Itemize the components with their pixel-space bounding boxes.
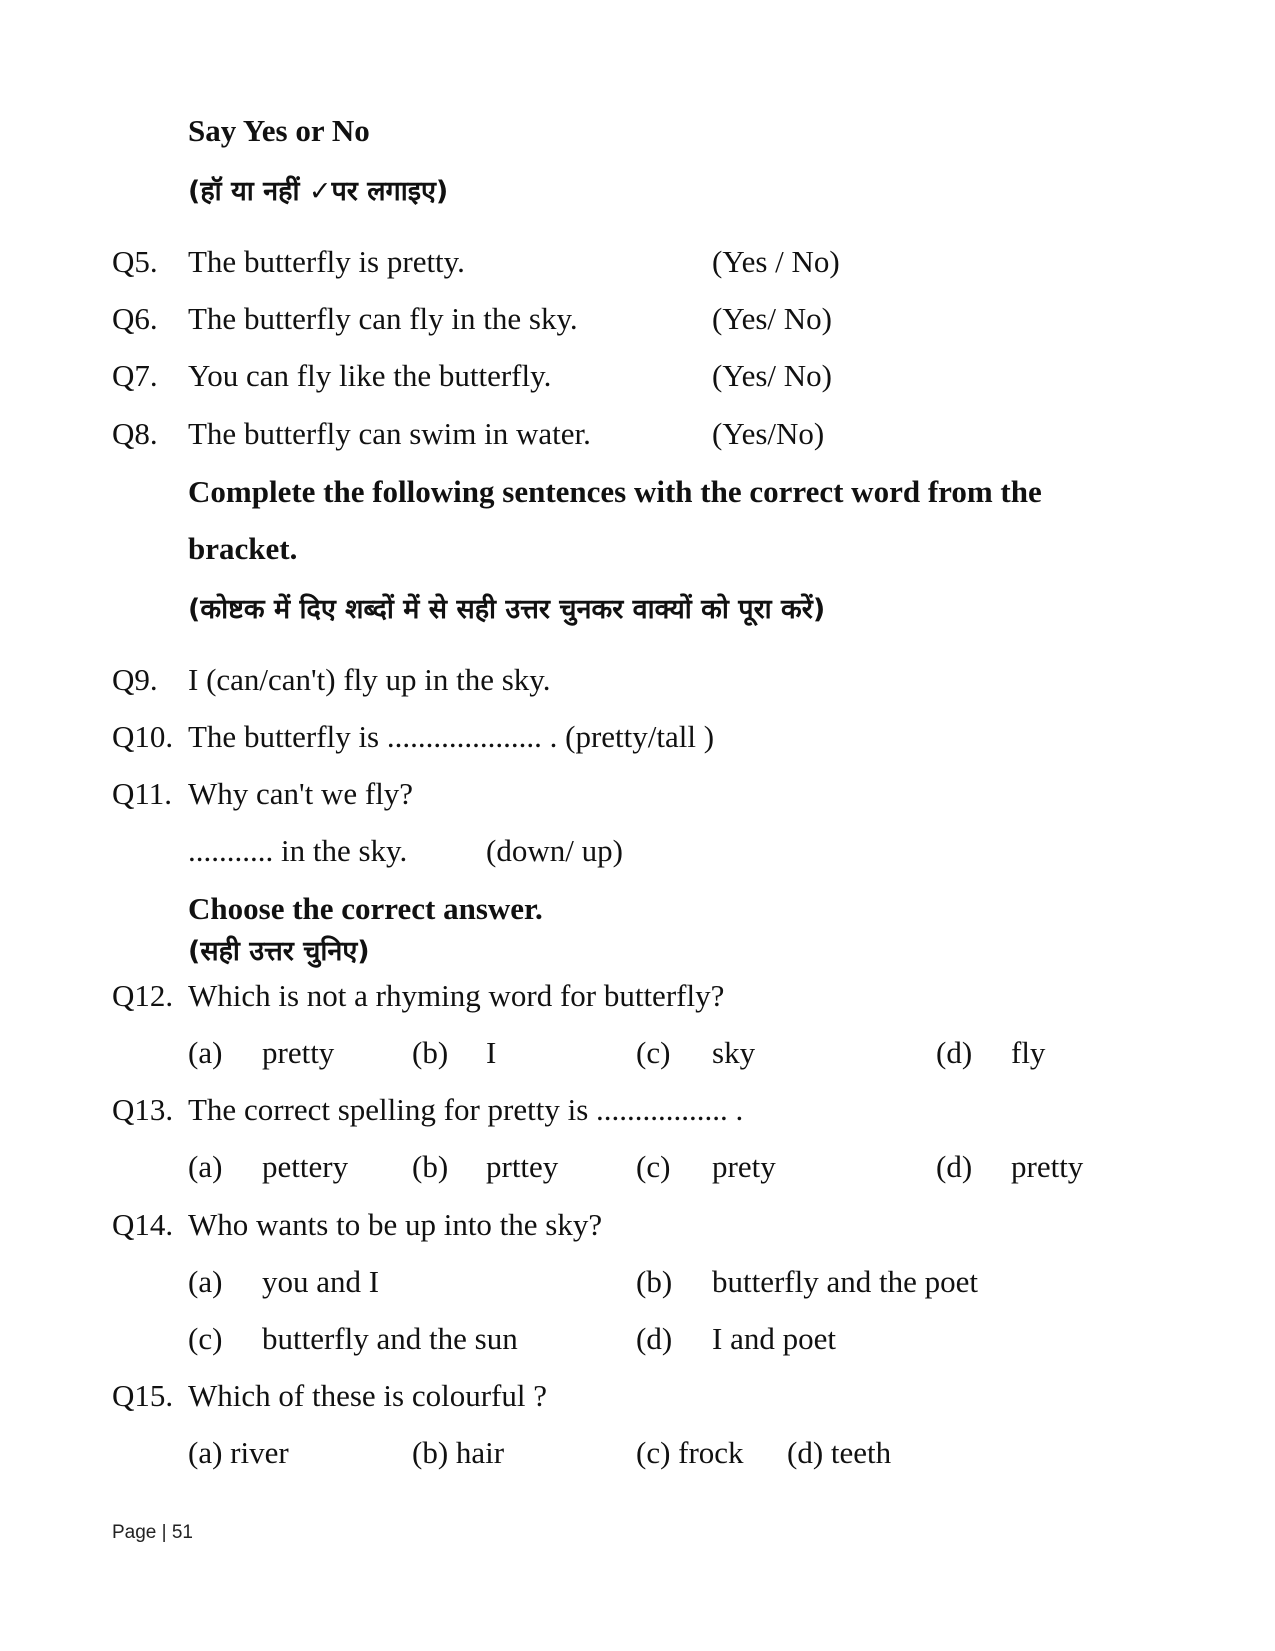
page-number: Page | 51 <box>112 1522 194 1543</box>
option-letter: (a) <box>188 1264 223 1299</box>
question-text: The butterfly is .................... . (pretty/tall ) <box>188 719 715 754</box>
option-letter: (c) <box>636 1035 671 1070</box>
option-text: butterfly and the sun <box>262 1321 518 1356</box>
option-text: (c) frock <box>636 1435 744 1470</box>
option-letter: (b) <box>412 1149 449 1184</box>
yes-no-hindi-instruction: (हॉ या नहीं ✓पर लगाइए) <box>188 176 449 207</box>
option-letter: (c) <box>188 1321 223 1356</box>
question-number: Q9. <box>112 662 158 697</box>
question-number: Q13. <box>112 1092 174 1127</box>
yes-no-heading: Say Yes or No <box>188 113 370 148</box>
option-letter: (b) <box>636 1264 673 1299</box>
option-text: prety <box>712 1149 776 1184</box>
choose-heading: Choose the correct answer. <box>188 891 543 926</box>
answer-options: (down/ up) <box>486 833 623 868</box>
question-text: The butterfly can swim in water. <box>188 416 591 451</box>
choose-hindi-instruction: (सही उत्तर चुनिए) <box>188 936 370 967</box>
option-text: (a) river <box>188 1435 289 1470</box>
question-text: The butterfly is pretty. <box>188 244 465 279</box>
option-text: pretty <box>262 1035 335 1070</box>
question-number: Q6. <box>112 301 158 336</box>
question-number: Q14. <box>112 1207 174 1242</box>
option-text: pettery <box>262 1149 349 1184</box>
option-text: you and I <box>262 1264 380 1299</box>
question-text: Which is not a rhyming word for butterfly? <box>188 978 725 1013</box>
option-text: prttey <box>486 1149 559 1184</box>
question-text: The butterfly can fly in the sky. <box>188 301 578 336</box>
option-letter: (b) <box>412 1035 449 1070</box>
option-text: (b) hair <box>412 1435 505 1470</box>
complete-hindi-instruction: (कोष्टक में दिए शब्दों में से सही उत्तर चुनकर वाक्यों को पूरा करें) <box>188 594 826 625</box>
question-number: Q12. <box>112 978 174 1013</box>
option-letter: (a) <box>188 1035 223 1070</box>
option-letter: (d) <box>936 1149 973 1184</box>
option-letter: (c) <box>636 1149 671 1184</box>
option-text: pretty <box>1011 1149 1084 1184</box>
complete-heading-line2: bracket. <box>188 531 298 566</box>
option-text: sky <box>712 1035 756 1070</box>
option-text: fly <box>1011 1035 1046 1070</box>
option-text: I <box>486 1035 497 1070</box>
option-text: I and poet <box>712 1321 836 1356</box>
yes-no-choice: (Yes / No) <box>712 244 840 279</box>
question-number: Q8. <box>112 416 158 451</box>
question-number: Q5. <box>112 244 158 279</box>
option-letter: (d) <box>636 1321 673 1356</box>
question-text: I (can/can't) fly up in the sky. <box>188 662 551 697</box>
yes-no-choice: (Yes/No) <box>712 416 825 451</box>
question-number: Q15. <box>112 1378 174 1413</box>
question-number: Q7. <box>112 358 158 393</box>
answer-blank: ........... in the sky. <box>188 833 408 868</box>
yes-no-choice: (Yes/ No) <box>712 301 833 336</box>
option-letter: (d) <box>936 1035 973 1070</box>
yes-no-choice: (Yes/ No) <box>712 358 833 393</box>
option-text: (d) teeth <box>787 1435 892 1470</box>
question-text: Which of these is colourful ? <box>188 1378 547 1413</box>
question-text: You can fly like the butterfly. <box>188 358 552 393</box>
option-letter: (a) <box>188 1149 223 1184</box>
complete-heading-line1: Complete the following sentences with the correct word from the <box>188 474 1042 509</box>
question-number: Q10. <box>112 719 174 754</box>
question-number: Q11. <box>112 776 172 811</box>
question-text: Why can't we fly? <box>188 776 414 811</box>
question-text: The correct spelling for pretty is ................. . <box>188 1092 744 1127</box>
question-text: Who wants to be up into the sky? <box>188 1207 603 1242</box>
option-text: butterfly and the poet <box>712 1264 978 1299</box>
